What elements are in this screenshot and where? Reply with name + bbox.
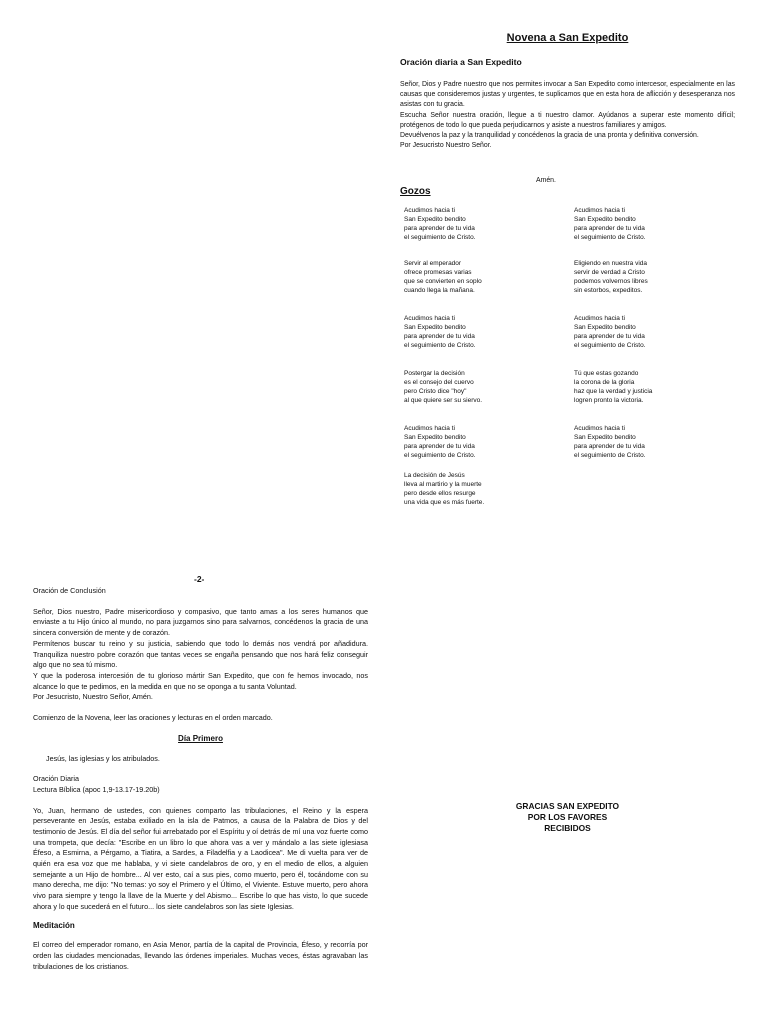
- oracion-diaria-label: Oración Diaria: [33, 774, 79, 784]
- novena-title: Novena a San Expedito: [506, 32, 629, 44]
- gozos-heading: Gozos: [400, 186, 431, 197]
- conclusion-paragraph-1: Señor, Dios nuestro, Padre misericordioso y compasivo, que tanto amas a los seres humanos que enviaste a tu Hijo único al mundo, no para juzgarnos sino para salvarnos, concédenos la gracia de una sincera conversión de mente y de corazón.: [33, 606, 368, 638]
- oracion-paragraph-3: Devuélvenos la paz y la tranquilidad y concédenos la gracia de una pronta y definitiva conversión.: [400, 132, 699, 140]
- lectura-biblica-label: Lectura Bíblica (apoc 1,9-13.17-19.20b): [33, 784, 160, 794]
- oracion-paragraph-4: Por Jesucristo Nuestro Señor.: [400, 142, 492, 150]
- jesus-line: Jesús, las iglesias y los atribulados.: [46, 754, 160, 764]
- conclusion-paragraph-3: Y que la poderosa intercesión de tu glorioso mártir San Expedito, que con fe hemos invocado, nos alcance lo que te pedimos, en la medida en que no se oponga a tu santa Voluntad.: [33, 670, 368, 691]
- gozos-stanza: Acudimos hacia ti San Expedito bendito para aprender de tu vida el seguimiento de Cristo.: [574, 315, 646, 350]
- gozos-stanza: Acudimos hacia ti San Expedito bendito para aprender de tu vida el seguimiento de Cristo.: [574, 425, 646, 460]
- left-column: [33, 586, 368, 972]
- amen-line: Amén.: [536, 177, 556, 184]
- page-number: -2-: [194, 574, 205, 584]
- gozos-stanza: Acudimos hacia ti San Expedito bendito para aprender de tu vida el seguimiento de Cristo.: [404, 207, 476, 242]
- oracion-paragraph-2: Escucha Señor nuestra oración, llegue a ti nuestro clamor. Ayúdanos a superar este momento difícil; protégenos de todo lo que pueda perjudicarnos y asiste a nuestros familiares y amigos.: [400, 111, 735, 129]
- gozos-stanza: Acudimos hacia ti San Expedito bendito para aprender de tu vida el seguimiento de Cristo.: [574, 207, 646, 242]
- gozos-stanza: Acudimos hacia ti San Expedito bendito para aprender de tu vida el seguimiento de Cristo.: [404, 425, 476, 460]
- conclusion-title: Oración de Conclusión: [33, 586, 106, 595]
- conclusion-paragraph-4: Por Jesucristo, Nuestro Señor, Amén.: [33, 692, 153, 702]
- dia-primero-heading: Día Primero: [178, 733, 223, 743]
- oracion-diaria-title: Oración diaria a San Expedito: [400, 57, 522, 67]
- meditacion-heading: Meditación: [33, 920, 75, 930]
- conclusion-paragraph-2: Permítenos buscar tu reino y su justicia, sabiendo que todo lo demás nos vendrá por añadidura. Tranquiliza nuestro pobre corazón que tantas veces se engaña pensando que nos hará feliz conseguir algo que no sea tú mismo.: [33, 638, 368, 670]
- gozos-stanza: Acudimos hacia ti San Expedito bendito para aprender de tu vida el seguimiento de Cristo.: [404, 315, 476, 350]
- gozos-stanza: Eligiendo en nuestra vida servir de verdad a Cristo podemos volvernos libres sin estorbos, expeditos.: [574, 260, 648, 295]
- gozos-stanza: La decisión de Jesús lleva al martirio y la muerte pero desde ellos resurge una vida que es más fuerte.: [404, 472, 485, 507]
- reading-paragraph: Yo, Juan, hermano de ustedes, con quienes comparto las tribulaciones, el Reino y la espera perseverante en Jesús, estaba exiliado en la isla de Patmos, a causa de la Palabra de Dios y del testimonio de Jesús. El día del señor fui arrebatado por el Espíritu y oí detrás de mí una voz fuerte como una trompeta, que decía: "Escribe en un libro lo que ahora vas a ver y mándalo a las siete iglesiasa Éfeso, a Esmirna, a Pérgamo, a Tiatira, a Sardes, a Filadelfia y a Laodicea". Me di vuelta para ver de quién era esa voz que me hablaba, y vi siete candelabros de oro, y en el medio de ellos, a alguien semejante a un Hijo de hombre... Al ver esto, caí a sus pies, como muerto, pero él, tocándome con su mano derecha, me dijo: "No temas: yo soy el Primero y el Último, el Viviente. Estuve muerto, pero ahora vivo para siempre y tengo la llave de la Muerte y del Abismo... Escribe lo que has visto, lo que sucede ahora y lo que sucederá en el futuro... los siete candelabros son las siete Iglesias.: [33, 805, 368, 911]
- gozos-stanza: Servir al emperador ofrece promesas varias que se convierten en soplo cuando llega la mañana.: [404, 260, 482, 295]
- gozos-stanza: Postergar la decisión es el consejo del cuervo pero Cristo dice "hoy" al que quiere ser su siervo.: [404, 370, 483, 405]
- oracion-diaria-body: [400, 80, 735, 151]
- gracias-text: GRACIAS SAN EXPEDITO POR LOS FAVORES RECIBIDOS: [515, 801, 620, 834]
- comienzo-line: Comienzo de la Novena, leer las oraciones y lecturas en el orden marcado.: [33, 713, 273, 723]
- gozos-stanza: Tú que estas gozando la corona de la gloria haz que la verdad y justicia logren pronto la victoria.: [574, 370, 653, 405]
- meditacion-paragraph: El correo del emperador romano, en Asia Menor, partía de la capital de Provincia, Éfeso, y recorría por orden las ciudades mencionadas, llevando las órdenes imperiales. Muchas veces, éstas agravaban las tribulaciones de los cristianos.: [33, 940, 368, 971]
- oracion-paragraph-1: Señor, Dios y Padre nuestro que nos permites invocar a San Expedito como intercesor, especialmente en las causas que consideremos justas y urgentes, te suplicamos que en esta hora de aflicción y desesperanza nos asistas con tu gracia.: [400, 81, 735, 109]
